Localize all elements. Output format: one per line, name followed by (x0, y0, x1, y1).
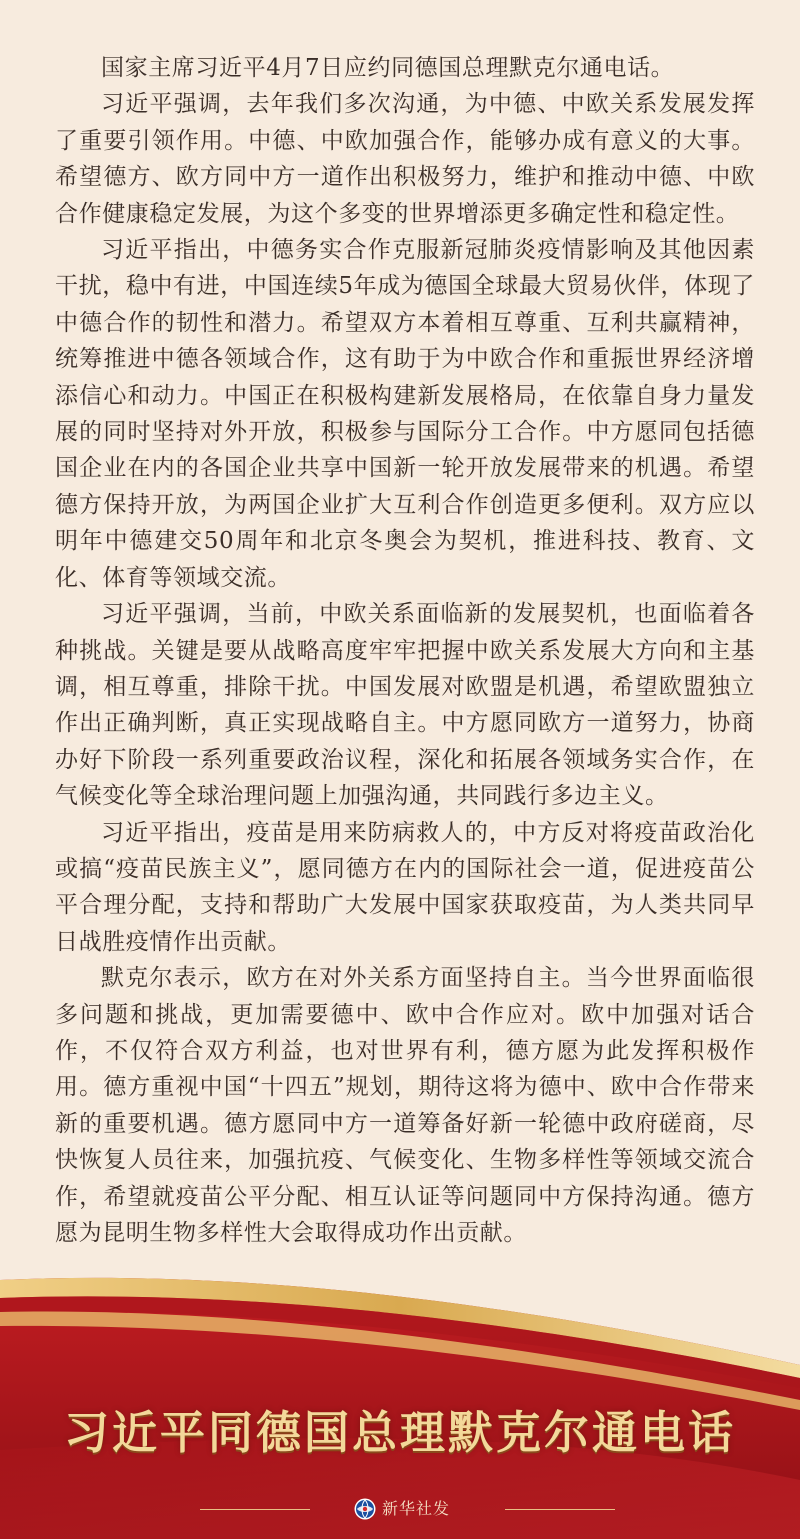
article-body (55, 50, 755, 1251)
footer-divider-right (505, 1509, 615, 1510)
article-paragraph-5: 习近平指出，疫苗是用来防病救人的，中方反对将疫苗政治化或搞“疫苗民族主义”，愿同德方在内的国际社会一道，促进疫苗公平合理分配，支持和帮助广大发展中国家获取疫苗，为人类共同早日战胜疫情作出贡献。 (55, 819, 755, 955)
article-paragraph-2: 习近平强调，去年我们多次沟通，为中德、中欧关系发展发挥了重要引领作用。中德、中欧加强合作，能够办成有意义的大事。希望德方、欧方同中方一道作出积极努力，维护和推动中德、中欧合作健康稳定发展，为这个多变的世界增添更多确定性和稳定性。 (55, 91, 755, 227)
xinhua-globe-icon (354, 1498, 376, 1520)
footer-credit (0, 1494, 800, 1524)
article-paragraph-4: 习近平强调，当前，中欧关系面临新的发展契机，也面临着各种挑战。关键是要从战略高度牢牢把握中欧关系发展大方向和主基调，相互尊重，排除干扰。中国发展对欧盟是机遇，希望欧盟独立作出正确判断，真正实现战略自主。中方愿同欧方一道努力，协商办好下阶段一系列重要政治议程，深化和拓展各领域务实合作，在气候变化等全球治理问题上加强沟通，共同践行多边主义。 (55, 601, 755, 810)
banner-headline: 习近平同德国总理默克尔通电话 (63, 1406, 736, 1459)
source-name: 新华社发 (382, 1499, 451, 1518)
article-paragraph-3: 习近平指出，中德务实合作克服新冠肺炎疫情影响及其他因素干扰，稳中有进，中国连续5年成为德国全球最大贸易伙伴，体现了中德合作的韧性和潜力。希望双方本着相互尊重、互利共赢精神，统筹推进中德各领域合作，这有助于为中欧合作和重振世界经济增添信心和动力。中国正在积极构建新发展格局，在依靠自身力量发展的同时坚持对外开放，积极参与国际分工合作。中方愿同包括德国企业在内的各国企业共享中国新一轮开放发展带来的机遇。希望德方保持开放，为两国企业扩大互利合作创造更多便利。双方应以明年中德建交50周年和北京冬奥会为契机，推进科技、教育、文化、体育等领域交流。 (55, 237, 755, 591)
article-paragraph-6: 默克尔表示，欧方在对外关系方面坚持自主。当今世界面临很多问题和挑战，更加需要德中、欧中合作应对。欧中加强对话合作，不仅符合双方利益，也对世界有利，德方愿为此发挥积极作用。德方重视中国“十四五”规划，期待这将为德中、欧中合作带来新的重要机遇。德方愿同中方一道筹备好新一轮德中政府磋商，尽快恢复人员往来，加强抗疫、气候变化、生物多样性等领域交流合作，希望就疫苗公平分配、相互认证等问题同中方保持沟通。德方愿为昆明生物多样性大会取得成功作出贡献。 (55, 965, 755, 1246)
footer-divider-left (200, 1509, 310, 1510)
article-paragraph-1: 国家主席习近平4月7日应约同德国总理默克尔通电话。 (101, 55, 675, 81)
